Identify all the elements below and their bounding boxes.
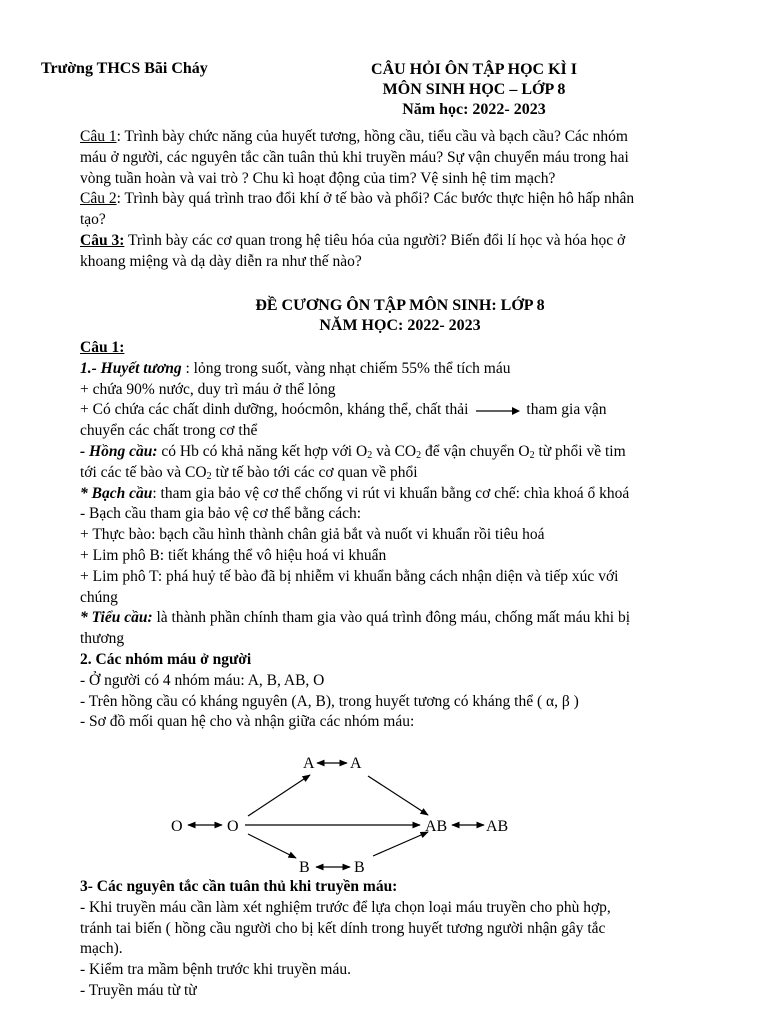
platelet-line: * Tiểu cầu: là thành phần chính tham gia vào quá trình đông máu, chống mất máu khi bị [80, 609, 631, 627]
question-label: Câu 3: [80, 231, 125, 249]
exam-title: CÂU HỎI ÔN TẬP HỌC KÌ I [371, 61, 577, 78]
outline-title: ĐỀ CƯƠNG ÔN TẬP MÔN SINH: LỚP 8 [255, 297, 545, 314]
question-2: Câu 2: Trình bày quá trình trao đổi khí ở tế bào và phổi? Các bước thực hiện hô hấp nhân [80, 190, 635, 208]
arrow-b-ab [373, 832, 428, 856]
wbc-line2: - Bạch cầu tham gia bảo vệ cơ thể bằng cách: [80, 505, 362, 523]
plasma-line: 1.- Huyết tương : lỏng trong suốt, vàng nhạt chiếm 55% thể tích máu [80, 359, 511, 377]
question-1-line2: máu ở người, các nguyên tắc cần tuân thủ khi truyền máu? Sự vận chuyển máu trong hai [80, 148, 629, 166]
wbc-line: * Bạch cầu: tham gia bảo vệ cơ thể chống vi rút vi khuẩn bằng cơ chế: chìa khoá ổ khoá [80, 484, 630, 502]
node-b-right: B [354, 859, 365, 876]
blood-groups-line2: - Trên hồng cầu có kháng nguyên (A, B), trong huyết tương có kháng thể ( α, β ) [80, 692, 579, 710]
wbc-line4: + Lim phô B: tiết kháng thể vô hiệu hoá vi khuẩn [80, 546, 387, 564]
question-1-line3: vòng tuần hoàn và vai trò ? Chu kì hoạt động của tim? Vệ sinh hệ tim mạch? [80, 169, 556, 187]
question-list [80, 127, 720, 273]
node-ab-right: AB [486, 818, 509, 835]
node-o-right: O [227, 818, 239, 835]
rules-line1: - Khi truyền máu cần làm xét nghiệm trước để lựa chọn loại máu truyền cho phù hợp, [80, 898, 611, 916]
rules-line2: tránh tai biến ( hồng cầu người cho bị kết dính trong huyết tương người nhận gây tắc [80, 919, 606, 937]
plasma-line2: + chứa 90% nước, duy trì máu ở thể lỏng [80, 380, 336, 398]
node-o-left: O [171, 818, 183, 835]
platelet-line2: thương [80, 630, 125, 648]
node-a-right: A [350, 755, 362, 772]
wbc-line5: + Lim phô T: phá huỷ tế bào đã bị nhiễm vi khuẩn bằng cách nhận diện và tiếp xúc với [80, 567, 619, 585]
rbc-line: - Hồng cầu: có Hb có khả năng kết hợp với $O_2$ và $CO_2$ để vận chuyển $O_2$ từ phổi về tim [80, 442, 626, 461]
rules-line4: - Kiểm tra mầm bệnh trước khi truyền máu. [80, 961, 351, 979]
wbc-term: * Bạch cầu [80, 484, 153, 502]
wbc-line3: + Thực bào: bạch cầu hình thành chân giả bắt và nuốt vi khuẩn rồi tiêu hoá [80, 526, 545, 544]
arrow-o-b [248, 834, 296, 858]
question-3: Câu 3: Trình bày các cơ quan trong hệ tiêu hóa của người? Biến đổi lí học và hóa học ở [80, 231, 626, 249]
rules-line5: - Truyền máu từ từ [80, 981, 197, 999]
rules-heading: 3- Các nguyên tắc cần tuân thủ khi truyền máu: [80, 878, 398, 895]
question-1: Câu 1: Trình bày chức năng của huyết tương, hồng cầu, tiểu cầu và bạch cầu? Các nhóm [80, 128, 628, 145]
rules-line3: mạch). [80, 940, 123, 958]
node-a-left: A [303, 755, 315, 772]
plasma-line4: chuyển các chất trong cơ thể [80, 422, 258, 440]
question-label: Câu 1 [80, 128, 117, 145]
wbc-line6: chúng [80, 588, 118, 606]
plasma-line3: + Có chứa các chất dinh dưỡng, hoócmôn, kháng thể, chất thải tham gia vận [80, 401, 607, 419]
platelet-term: * Tiểu cầu: [80, 609, 153, 627]
section-cau1: Câu 1: [80, 339, 125, 356]
right-arrow-icon [474, 405, 522, 417]
outline-title-block [80, 296, 720, 336]
outline-year: NĂM HỌC: 2022- 2023 [319, 317, 481, 334]
school-name: Trường THCS Bãi Cháy [41, 60, 208, 77]
blood-groups-line1: - Ở người có 4 nhóm máu: A, B, AB, O [80, 671, 325, 689]
blood-transfusion-diagram [0, 750, 768, 880]
blood-groups-heading: 2. Các nhóm máu ở người [80, 650, 252, 668]
school-year: Năm học: 2022- 2023 [402, 101, 546, 118]
node-b-left: B [299, 859, 310, 876]
question-label: Câu 2 [80, 190, 117, 208]
question-2-line2: tạo? [80, 211, 106, 229]
question-3-line2: khoang miệng và dạ dày diễn ra như thế nào? [80, 252, 362, 270]
subject-title: MÔN SINH HỌC – LỚP 8 [382, 81, 566, 98]
node-ab-left: AB [425, 818, 448, 835]
header-title-block [300, 60, 648, 120]
arrow-a-ab [368, 776, 428, 815]
transfusion-rules [80, 877, 720, 1002]
plasma-term: Huyết tương [100, 359, 182, 377]
arrow-o-a [248, 775, 310, 816]
outline-body [80, 338, 720, 733]
rbc-term: Hồng cầu: [89, 442, 158, 460]
blood-groups-line3: - Sơ đồ mối quan hệ cho và nhận giữa các nhóm máu: [80, 713, 415, 731]
rbc-line2: tới các tế bào và $CO_2$ từ tế bào tới các cơ quan về phổi [80, 463, 418, 482]
